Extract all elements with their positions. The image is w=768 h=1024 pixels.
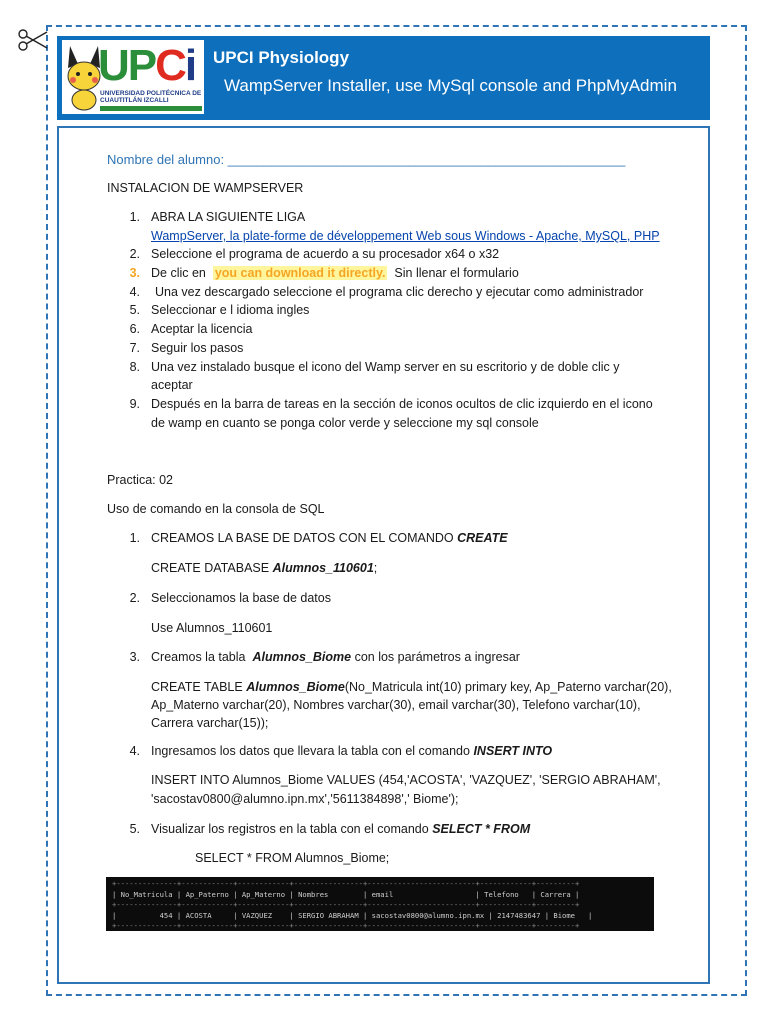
step-text: Después en la barra de tareas en la sección de iconos ocultos de clic izquierdo en el icono [151, 397, 653, 411]
student-name-field: Nombre del alumno: _______________________________________________________ [107, 152, 626, 167]
wampserver-link[interactable]: WampServer, la plate-forme de développement Web sous Windows - Apache, MySQL, PHP [151, 229, 660, 243]
sql-identifier: Alumnos_110601 [272, 561, 374, 575]
step-text [151, 530, 508, 546]
step-text [151, 821, 530, 837]
sql-command [151, 679, 672, 695]
step-text-pre: De clic en [151, 266, 206, 280]
page-subtitle: WampServer Installer, use MySql console and PhpMyAdmin [224, 76, 677, 95]
step-number: 1. [129, 531, 140, 545]
step-text: ABRA LA SIGUIENTE LIGA [151, 210, 306, 224]
step-number: 9. [129, 397, 140, 411]
sql-command [151, 560, 377, 576]
sql-command-cont: Carrera varchar(15)); [151, 716, 269, 730]
step-text-post: con los parámetros a ingresar [354, 650, 520, 664]
command-keyword: SELECT * FROM [432, 822, 531, 836]
step-number: 3. [129, 650, 140, 664]
step-text: Aceptar la licencia [151, 322, 253, 336]
step-text: Una vez instalado busque el icono del Wamp server en su escritorio y de doble clic y [151, 360, 620, 374]
sql-text: ; [373, 561, 378, 575]
step-number: 8. [129, 360, 140, 374]
logo-strip [100, 106, 202, 111]
step-text: Seleccione el programa de acuerdo a su procesador x64 o x32 [151, 247, 500, 261]
logo-wordmark: UPCi [98, 41, 196, 90]
step-text-cont: de wamp en cuanto se ponga color verde y seleccione my sql console [151, 416, 539, 430]
command-keyword: CREATE [457, 531, 508, 545]
step-text: Seleccionamos la base de datos [151, 591, 331, 605]
sql-text: (No_Matricula int(10) primary key, Ap_Paterno varchar(20), [344, 680, 672, 694]
command-keyword: INSERT INTO [473, 744, 553, 758]
sql-identifier: Alumnos_Biome [246, 680, 345, 694]
sql-command-cont: 'sacostav0800@alumno.ipn.mx','5611384898',' Biome'); [151, 792, 459, 806]
console-border: +--------------+------------+------------+----------------+-------------------------+------------+---------+ [112, 879, 580, 888]
console-data-row: | 454 | ACOSTA | VAZQUEZ | SERGIO ABRAHAM | sacostav0800@alumno.ipn.mx | 2147483647 | Biome | [112, 911, 593, 920]
step-number: 4. [129, 744, 140, 758]
step-number: 1. [129, 210, 140, 224]
step-text [151, 649, 520, 665]
step-number: 5. [129, 303, 140, 317]
sql-command: SELECT * FROM Alumnos_Biome; [195, 851, 390, 865]
mysql-console-output [106, 877, 654, 931]
step-text: Seguir los pasos [151, 341, 244, 355]
sql-command: INSERT INTO Alumnos_Biome VALUES (454,'ACOSTA', 'VAZQUEZ', 'SERGIO ABRAHAM', [151, 773, 661, 787]
download-link[interactable]: you can download it directly. [214, 266, 386, 280]
upci-logo [62, 40, 204, 114]
step-text [151, 743, 552, 759]
step-text-main: CREAMOS LA BASE DE DATOS CON EL COMANDO [151, 531, 454, 545]
sql-command: Use Alumnos_110601 [151, 621, 273, 635]
console-border: +--------------+------------+------------+----------------+-------------------------+------------+---------+ [112, 921, 580, 930]
sql-text: CREATE DATABASE [151, 561, 270, 575]
step-number: 4. [129, 285, 140, 299]
step-number: 2. [129, 247, 140, 261]
section2-intro: Uso de comando en la consola de SQL [107, 502, 325, 516]
step-number: 3. [129, 266, 140, 280]
console-header-row: | No_Matricula | Ap_Paterno | Ap_Materno | Nombres | email | Telefono | Carrera | [112, 890, 580, 899]
step-text: Seleccionar e l idioma ingles [151, 303, 310, 317]
step-number: 7. [129, 341, 140, 355]
step-number: 5. [129, 822, 140, 836]
step-number: 2. [129, 591, 140, 605]
step-text-cont: aceptar [151, 378, 193, 392]
page-title: UPCI Physiology [213, 48, 350, 67]
step-number: 6. [129, 322, 140, 336]
step-text-post: Sin llenar el formulario [394, 266, 519, 280]
step-text [151, 265, 519, 281]
step-text: Una vez descargado seleccione el programa clic derecho y ejecutar como administrador [155, 285, 644, 299]
practice-label: Practica: 02 [107, 473, 174, 487]
step-text-main: Visualizar los registros en la tabla con el comando [151, 822, 429, 836]
console-border: +--------------+------------+------------+----------------+-------------------------+------------+---------+ [112, 900, 580, 909]
section1-title: INSTALACION DE WAMPSERVER [107, 181, 304, 195]
scissors-icon [16, 26, 50, 56]
logo-university: UNIVERSIDAD POLITÉCNICA DE CUAUTITLÁN IZCALLI [100, 90, 202, 104]
step-text-main: Ingresamos los datos que llevara la tabla con el comando [151, 744, 470, 758]
table-name: Alumnos_Biome [252, 650, 352, 664]
step-text-main: Creamos la tabla [151, 650, 246, 664]
sql-command-cont: Ap_Materno varchar(20), Nombres varchar(30), email varchar(30), Telefono varchar(10), [151, 698, 641, 712]
sql-text: CREATE TABLE [151, 680, 243, 694]
